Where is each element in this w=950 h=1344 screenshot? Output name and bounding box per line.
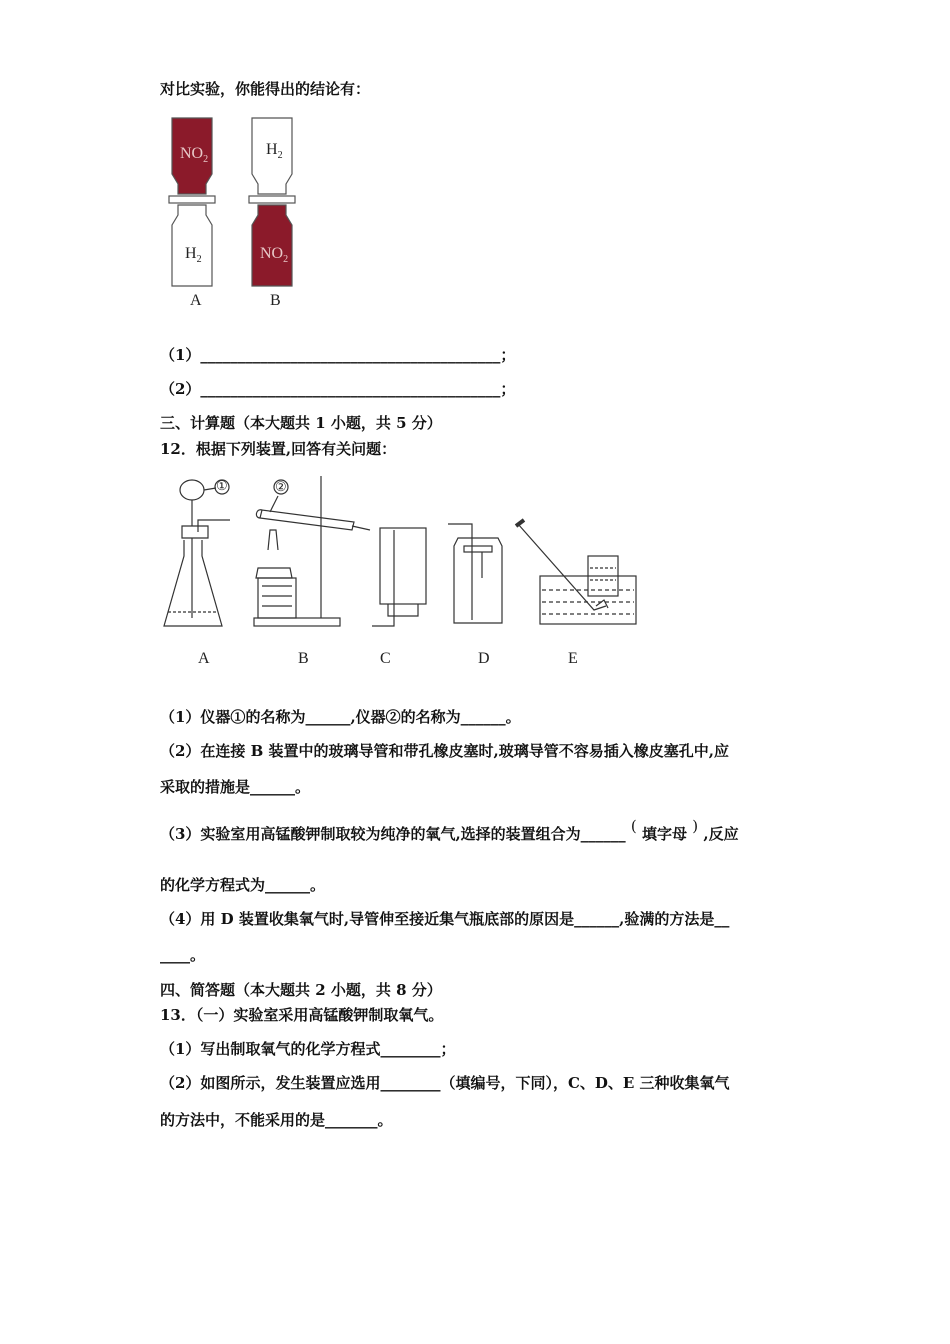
gas-bottles-figure xyxy=(160,112,320,317)
intro-text: 对比实验，你能得出的结论有： xyxy=(160,80,371,98)
q12-sub-2-line-a: （2）在连接 B 装置中的玻璃导管和带孔橡皮塞时,玻璃导管不容易插入橡皮塞孔中,应 xyxy=(160,742,730,760)
q12-sub-3-post: ,反应 xyxy=(703,825,739,843)
apparatus-label-b: B xyxy=(298,650,309,667)
q12-sub-3-pre: （3）实验室用高锰酸钾制取较为纯净的氧气,选择的装置组合为______ xyxy=(160,825,626,843)
paren-close: ) xyxy=(692,817,699,835)
q13-sub-2-line-b: 的方法中，不能采用的是_______。 xyxy=(160,1111,393,1129)
bottle-a-top-gas: $NO_2$ xyxy=(180,145,209,165)
bottle-b-top xyxy=(249,118,295,203)
apparatus-b xyxy=(254,476,370,626)
question-13-stem: 13．（一）实验室采用高锰酸钾制取氧气。 xyxy=(160,1006,444,1024)
q13-sub-1: （1）写出制取氧气的化学方程式________； xyxy=(160,1040,456,1058)
q12-sub-3-note: 填字母 xyxy=(642,825,688,843)
bottle-b-bottom-gas: $NO_2$ xyxy=(260,245,289,265)
answer-line-1: （1）________________________________________； xyxy=(160,346,516,364)
bottle-a-bottom-gas: $H_2$ xyxy=(185,245,202,265)
answer-line-2: （2）________________________________________； xyxy=(160,380,516,398)
q12-sub-3-line-a xyxy=(160,817,739,844)
apparatus-label-d: D xyxy=(478,650,490,667)
mark-1: ① xyxy=(216,479,228,494)
apparatus-c xyxy=(372,528,426,626)
section-4-heading: 四、简答题（本大题共 2 小题，共 8 分） xyxy=(160,981,442,999)
q12-sub-2-line-b: 采取的措施是______。 xyxy=(160,778,311,796)
mark-2: ② xyxy=(275,480,287,495)
apparatus-figure xyxy=(158,468,648,673)
q12-sub-1: （1）仪器①的名称为______,仪器②的名称为______。 xyxy=(160,708,521,726)
apparatus-label-e: E xyxy=(568,650,578,667)
section-3-heading: 三、计算题（本大题共 1 小题，共 5 分） xyxy=(160,414,442,432)
bottle-a-label: A xyxy=(190,292,202,309)
q13-sub-2-line-a: （2）如图所示，发生装置应选用________（填编号，下同），C、D、E 三种收集氧气 xyxy=(160,1074,730,1092)
bottle-b-label: B xyxy=(270,292,281,309)
apparatus-label-c: C xyxy=(380,650,391,667)
q12-sub-4-line-a: （4）用 D 装置收集氧气时,导管伸至接近集气瓶底部的原因是______,验满的方法是__ xyxy=(160,910,730,928)
apparatus-e xyxy=(516,520,636,624)
paren-open: ( xyxy=(630,817,637,835)
apparatus-a xyxy=(164,480,230,626)
apparatus-d xyxy=(448,524,502,623)
apparatus-label-a: A xyxy=(198,650,210,667)
bottle-b-top-gas: $H_2$ xyxy=(266,141,283,161)
q12-sub-4-line-b: ____。 xyxy=(160,946,206,964)
question-12-stem: 12．根据下列装置,回答有关问题： xyxy=(160,440,397,458)
q12-sub-3-line-b: 的化学方程式为______。 xyxy=(160,876,326,894)
